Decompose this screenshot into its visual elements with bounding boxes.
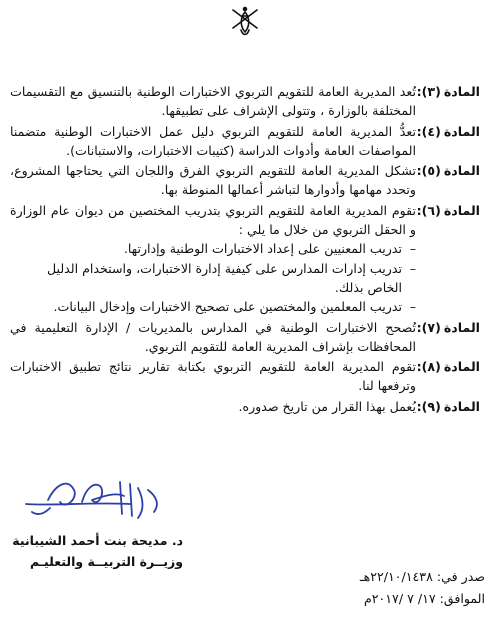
article-text: تقوم المديرية العامة للتقويم التربوي بكتابة تقارير نتائج تطبيق الاختبارات وترفعها لنا.: [10, 359, 416, 394]
list-item: – تدريب المعنيين على إعداد الاختبارات الوطنية وإدارتها.: [10, 239, 416, 258]
article-text: تقوم المديرية العامة للتقويم التربوي بتدريب المختصين من ديوان عام الوزارة و الحقل التربوي من خلال ما يلي :: [10, 202, 416, 238]
article-label: المادة(٧):: [416, 319, 480, 335]
article-text: تشكل المديرية العامة للتقويم التربوي الفرق واللجان التي يحتاجها المشروع، وتحدد مهامها وأدوارها لتباشر أعمالها المنوطة بها.: [10, 163, 416, 198]
article-label: المادة(٣):: [416, 84, 480, 99]
article-7: [10, 318, 480, 357]
article-5: [10, 161, 480, 200]
signatory-name: د. مديحة بنت أحمد الشيبانية: [12, 533, 183, 548]
article-6: [10, 201, 480, 317]
oman-emblem-icon: [229, 4, 261, 38]
hijri-date-row: [15, 566, 485, 588]
article-label: المادة(٩):: [416, 398, 480, 414]
corresponding-label: الموافق:: [439, 591, 485, 606]
issuance-dates: [15, 566, 485, 610]
decree-articles: [10, 82, 480, 417]
article-label: المادة(٥):: [416, 163, 480, 179]
handwritten-signature-icon: [20, 470, 170, 530]
signatory-title: وزيــرة التربيــة والتعليـم: [29, 554, 183, 569]
article-text: تُصحح الاختبارات الوطنية في المدارس بالمديريات / الإدارة التعليمية في المحافظات بإشراف المديرية العامة للتقويم التربوي.: [10, 319, 416, 354]
list-item: – تدريب المعلمين والمختصين على تصحيح الاختبارات وإدخال البيانات.: [10, 297, 416, 316]
article-3: [10, 82, 480, 121]
article-label: المادة(٤):: [416, 123, 480, 139]
hijri-date: ٢٢/١٠/١٤٣٨هـ: [359, 569, 433, 584]
training-list: [10, 239, 416, 316]
article-label: المادة(٦):: [416, 202, 480, 218]
gregorian-date-row: [15, 588, 485, 610]
article-label: المادة(٨):: [416, 359, 480, 375]
article-text: تُعد المديرية العامة للتقويم التربوي الاختبارات الوطنية بالتنسيق مع التقسيمات المختلفة بالوزارة ، وتتولى الإشراف على تطبيقها.: [10, 84, 416, 119]
article-9: [10, 397, 480, 416]
gregorian-date: ١٧/ ٧ /٢٠١٧م: [363, 591, 436, 606]
article-text: يُعمل بهذا القرار من تاريخ صدوره.: [238, 398, 416, 414]
list-item: – تدريب إدارات المدارس على كيفية إدارة الاختبارات، واستخدام الدليل الخاص بذلك.: [10, 259, 416, 298]
issued-label: صدر في:: [436, 569, 485, 584]
article-8: [10, 357, 480, 396]
article-4: [10, 122, 480, 161]
article-text: تعدُّ المديرية العامة للتقويم التربوي دليل عمل الاختبارات الوطنية متضمنا المواصفات العامة وأدوات الدراسة (كتيبات الاختبارات، والاستبانات).: [10, 123, 416, 158]
